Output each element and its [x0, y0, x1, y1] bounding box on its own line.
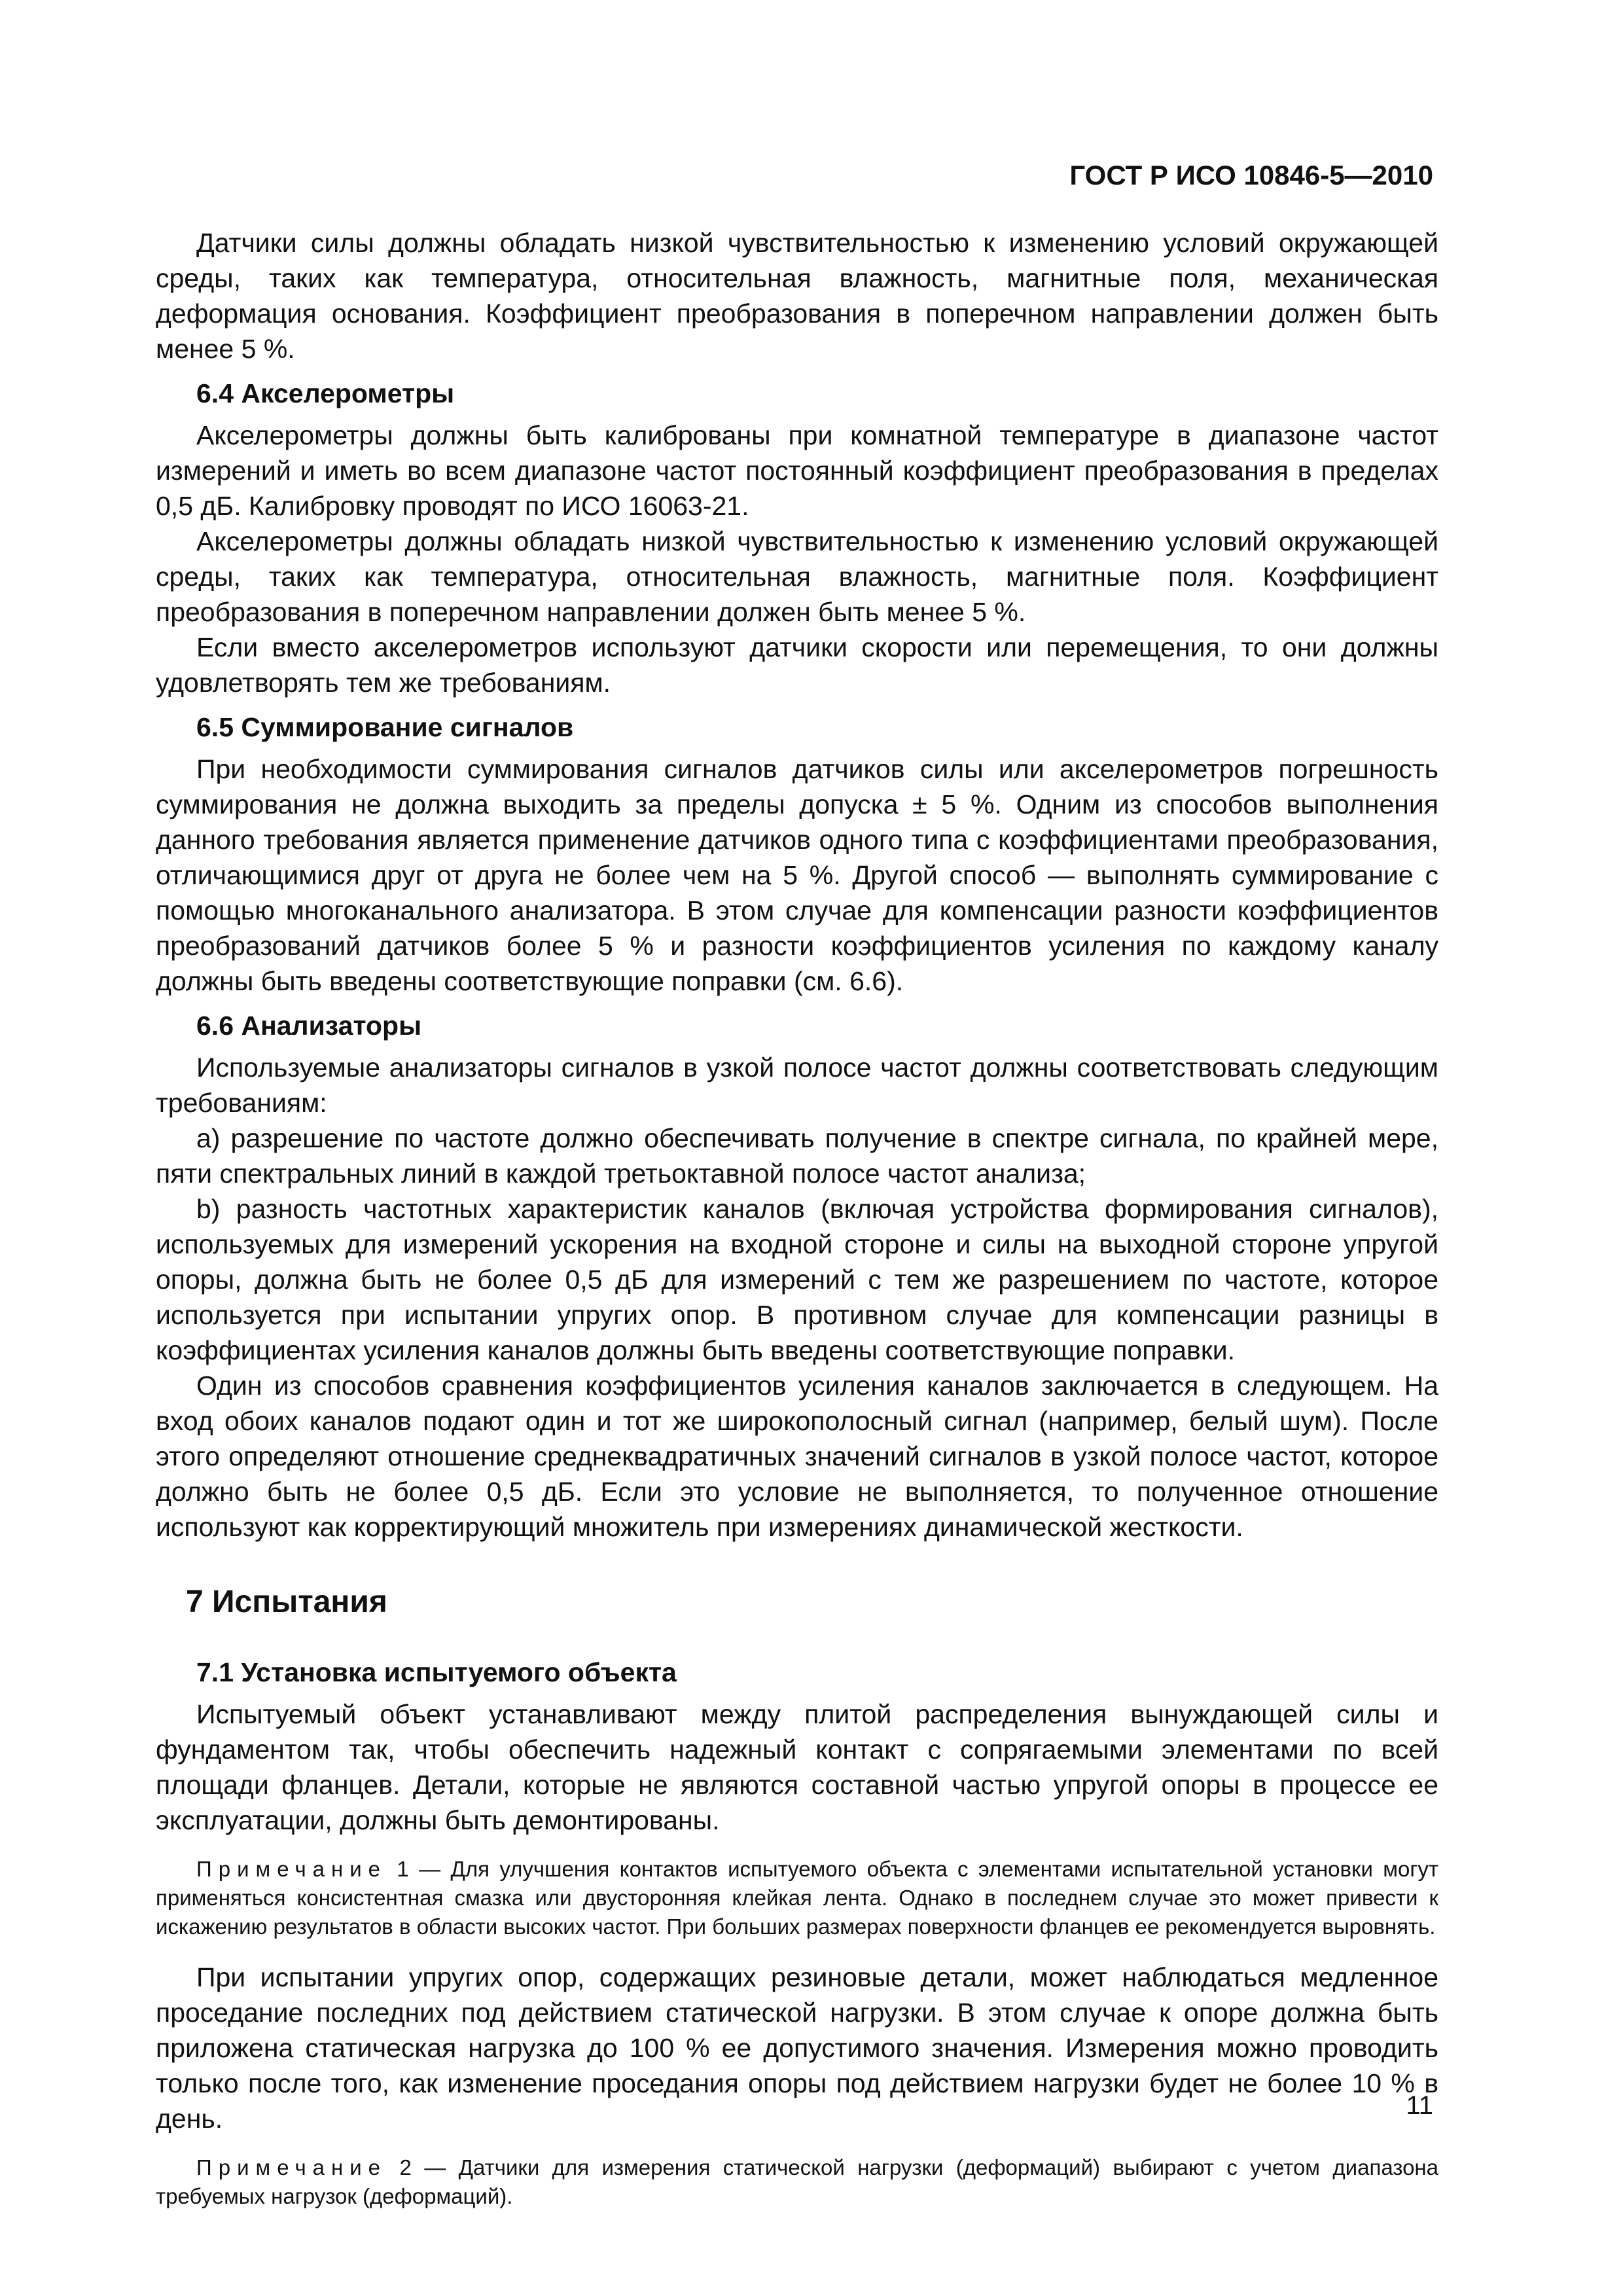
document-body	[156, 225, 1438, 2229]
note-2-text: 2 — Датчики для измерения статической нагрузки (деформаций) выбирают с учетом диапазона требуемых нагрузок (деформаций).	[156, 2155, 1438, 2208]
note-1-label: Примечание	[196, 1857, 387, 1881]
heading-6-4: 6.4 Акселерометры	[196, 378, 455, 408]
document-code-header: ГОСТ Р ИСО 10846-5—2010	[1069, 160, 1433, 190]
paragraph-6-6-2: Один из способов сравнения коэффициентов усиления каналов заключается в следующем. На вход обоих каналов подают один и тот же широкополосный сигнал (например, белый шум). После этого определяют отношение среднеквадратичных значений сигналов в узкой полосе частот, которое должно быть не более 0,5 дБ. Если это условие не выполняется, то полученное отношение используют как корректирующий множитель при измерениях динамической жесткости.	[156, 1371, 1438, 1542]
page-number: 11	[1406, 2091, 1433, 2120]
paragraph-6-4-1: Акселерометры должны быть калиброваны при комнатной температуре в диапазоне частот измерений и иметь во всем диапазоне частот постоянный коэффициент преобразования в пределах 0,5 дБ. Калибровку проводят по ИСО 16063-21.	[156, 420, 1438, 521]
heading-6-5: 6.5 Суммирование сигналов	[196, 712, 574, 742]
note-1-text: 1 — Для улучшения контактов испытуемого объекта с элементами испытательной установки могут применяться консистентная смазка или двусторонняя клейкая лента. Однако в последнем случае это может привести к искажению результатов в области высоких частот. При больших размерах поверхности фланцев ее рекомендуется выровнять.	[156, 1857, 1438, 1939]
paragraph-force-sensors: Датчики силы должны обладать низкой чувствительностью к изменению условий окружающей среды, таких как температура, относительная влажность, магнитные поля, механическая деформация основания. Коэффициент преобразования в поперечном направлении должен быть менее 5 %.	[156, 228, 1438, 364]
paragraph-7-1-2: При испытании упругих опор, содержащих резиновые детали, может наблюдаться медленное проседание последних под действием статической нагрузки. В этом случае к опоре должна быть приложена статическая нагрузка до 100 % ее допустимого значения. Измерения можно проводить только после того, как изменение проседания опоры под действием нагрузки будет не более 10 % в день.	[156, 1962, 1438, 2134]
heading-6-6: 6.6 Анализаторы	[196, 1011, 422, 1041]
paragraph-7-1-1: Испытуемый объект устанавливают между плитой распределения вынуждающей силы и фундаментом так, чтобы обеспечить надежный контакт с сопрягаемыми элементами по всей площади фланцев. Детали, которые не являются составной частью упругой опоры в процессе ее эксплуатации, должны быть демонтированы.	[156, 1699, 1438, 1835]
note-2	[156, 2153, 1438, 2211]
paragraph-6-4-3: Если вместо акселерометров используют датчики скорости или перемещения, то они должны удовлетворять тем же требованиям.	[156, 632, 1438, 698]
list-item-6-6-b: b) разность частотных характеристик каналов (включая устройства формирования сигналов), используемых для измерений ускорения на входной стороне и силы на выходной стороне упругой опоры, должна быть не более 0,5 дБ для измерений с тем же разрешением по частоте, которое используется при испытании упругих опор. В противном случае для компенсации разницы в коэффициентах усиления каналов должны быть введены соответствующие поправки.	[156, 1194, 1438, 1365]
heading-7-1: 7.1 Установка испытуемого объекта	[196, 1657, 677, 1687]
list-item-6-6-a: а) разрешение по частоте должно обеспечивать получение в спектре сигнала, по крайней мере, пяти спектральных линий в каждой третьоктавной полосе частот анализа;	[156, 1123, 1438, 1189]
paragraph-6-6-1: Используемые анализаторы сигналов в узкой полосе частот должны соответствовать следующим требованиям:	[156, 1052, 1438, 1118]
note-1	[156, 1855, 1438, 1941]
note-2-label: Примечание	[196, 2155, 387, 2179]
paragraph-6-5-1: При необходимости суммирования сигналов датчиков силы или акселерометров погрешность суммирования не должна выходить за пределы допуска ± 5 %. Одним из способов выполнения данного требования является применение датчиков одного типа с коэффициентами преобразования, отличающимися друг от друга не более чем на 5 %. Другой способ — выполнять суммирование с помощью многоканального анализатора. В этом случае для компенсации разности коэффициентов преобразований датчиков более 5 % и разности коэффициентов усиления по каждому каналу должны быть введены соответствующие поправки (см. 6.6).	[156, 754, 1438, 996]
section-heading-7: 7 Испытания	[186, 1585, 387, 1619]
paragraph-6-4-2: Акселерометры должны обладать низкой чувствительностью к изменению условий окружающей среды, таких как температура, относительная влажность, магнитные поля. Коэффициент преобразования в поперечном направлении должен быть менее 5 %.	[156, 526, 1438, 627]
